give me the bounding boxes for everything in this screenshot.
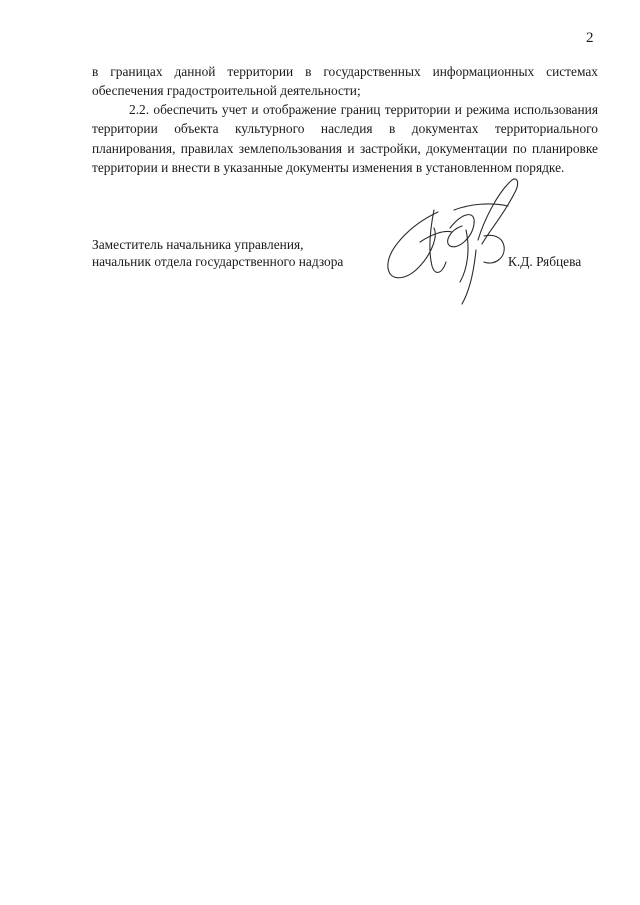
handwritten-signature [380, 170, 530, 315]
signatory-position [92, 236, 343, 270]
paragraph-2-2: 2.2. обеспечить учет и отображение границ территории и режима использования территории объекта культурного наследия в документах территориального планирования, правилах землепользования и застройки, документации по планировке территории и внести в указанные документы изменения в установленном порядке. [92, 102, 598, 176]
signatory-position-line2: начальник отдела государственного надзора [92, 254, 344, 269]
signatory-name: К.Д. Рябцева [508, 254, 582, 269]
paragraph-continuation: в границах данной территории в государственных информационных системах обеспечения градостроительной деятельности; [92, 64, 598, 99]
page-number: 2 [586, 30, 594, 46]
signatory-position-line1: Заместитель начальника управления, [92, 237, 304, 252]
